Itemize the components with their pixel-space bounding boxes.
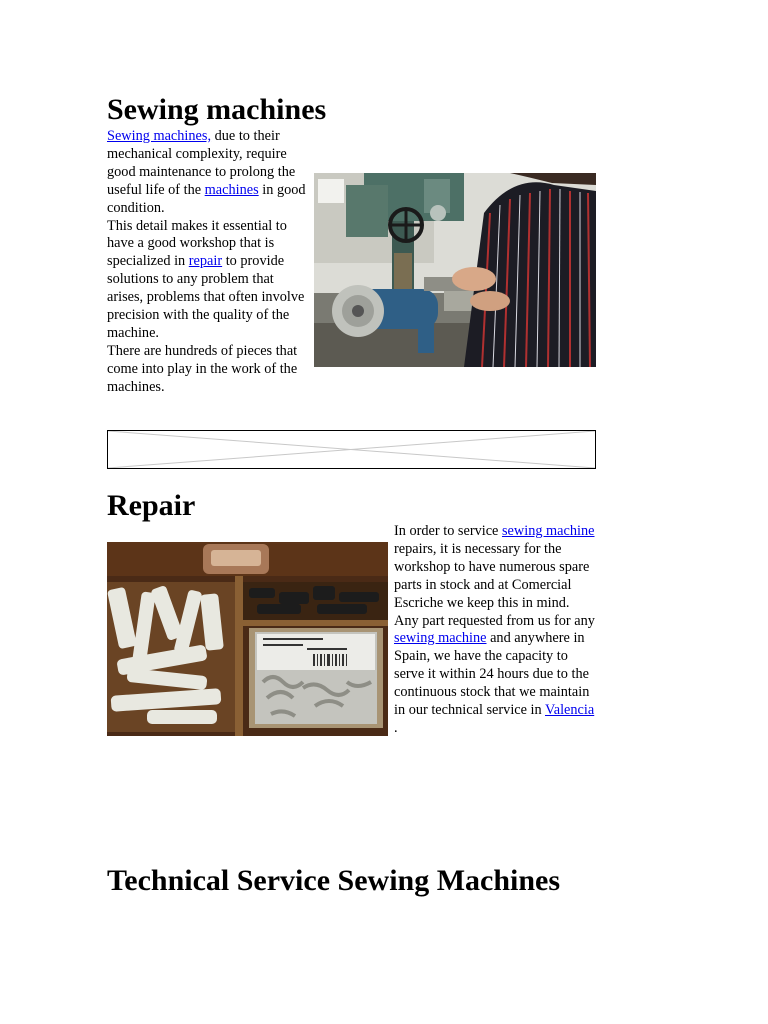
intro-paragraph-1-text-a: due to their mechanical complexity, require good maintenance to prolong the useful life of the (107, 128, 296, 198)
broken-image-placeholder (107, 430, 596, 469)
link-sewing-machine-1[interactable]: sewing machine (501, 523, 595, 539)
intro-paragraph-2 (107, 218, 311, 343)
intro-paragraph-1-text-b: in good condition. (107, 181, 306, 216)
repair-paragraph-2-text-c: . (394, 719, 398, 736)
heading-repair: Repair (107, 489, 196, 522)
repair-paragraph-2-text-a: Any part requested from us for any (394, 612, 595, 629)
heading-sewing-machines: Sewing machines (107, 93, 327, 126)
spare-parts-photo (107, 542, 388, 736)
workshop-photo-illustration (314, 173, 596, 367)
repair-text-block (394, 523, 598, 738)
repair-paragraph-2 (394, 613, 598, 738)
intro-paragraph-2-text-b: to provide solutions to any problem that arises, problems that often involve precision with the quality of the machine. (107, 253, 305, 341)
link-machines[interactable]: machines (204, 181, 259, 198)
heading-technical-service: Technical Service Sewing Machines (107, 864, 561, 897)
link-repair[interactable]: repair (188, 253, 223, 270)
link-valencia[interactable]: Valencia (545, 702, 595, 719)
spare-parts-photo-illustration (107, 542, 388, 736)
intro-text-block (107, 128, 311, 397)
link-sewing-machine-2[interactable]: sewing machine (394, 630, 487, 647)
intro-paragraph-1 (107, 128, 311, 218)
intro-paragraph-2-text-a: This detail makes it essential to have a good workshop that is specialized in (107, 217, 287, 270)
broken-image-cross-icon (108, 431, 595, 468)
repair-paragraph-1-text-b: repairs, it is necessary for the workshop to have numerous spare parts in stock and at Comercial Escriche we keep this in mind. (394, 540, 590, 611)
repair-paragraph-1-text-a: In order to service (394, 523, 502, 539)
repair-paragraph-2-text-b: and anywhere in Spain, we have the capacity to serve it within 24 hours due to the continuous stock that we maintain in our technical service in (394, 630, 590, 719)
intro-paragraph-3: There are hundreds of pieces that come into play in the work of the machines. (107, 342, 298, 395)
workshop-photo (314, 173, 596, 367)
repair-paragraph-1 (394, 523, 598, 613)
link-sewing-machines[interactable]: Sewing machines, (107, 128, 212, 144)
